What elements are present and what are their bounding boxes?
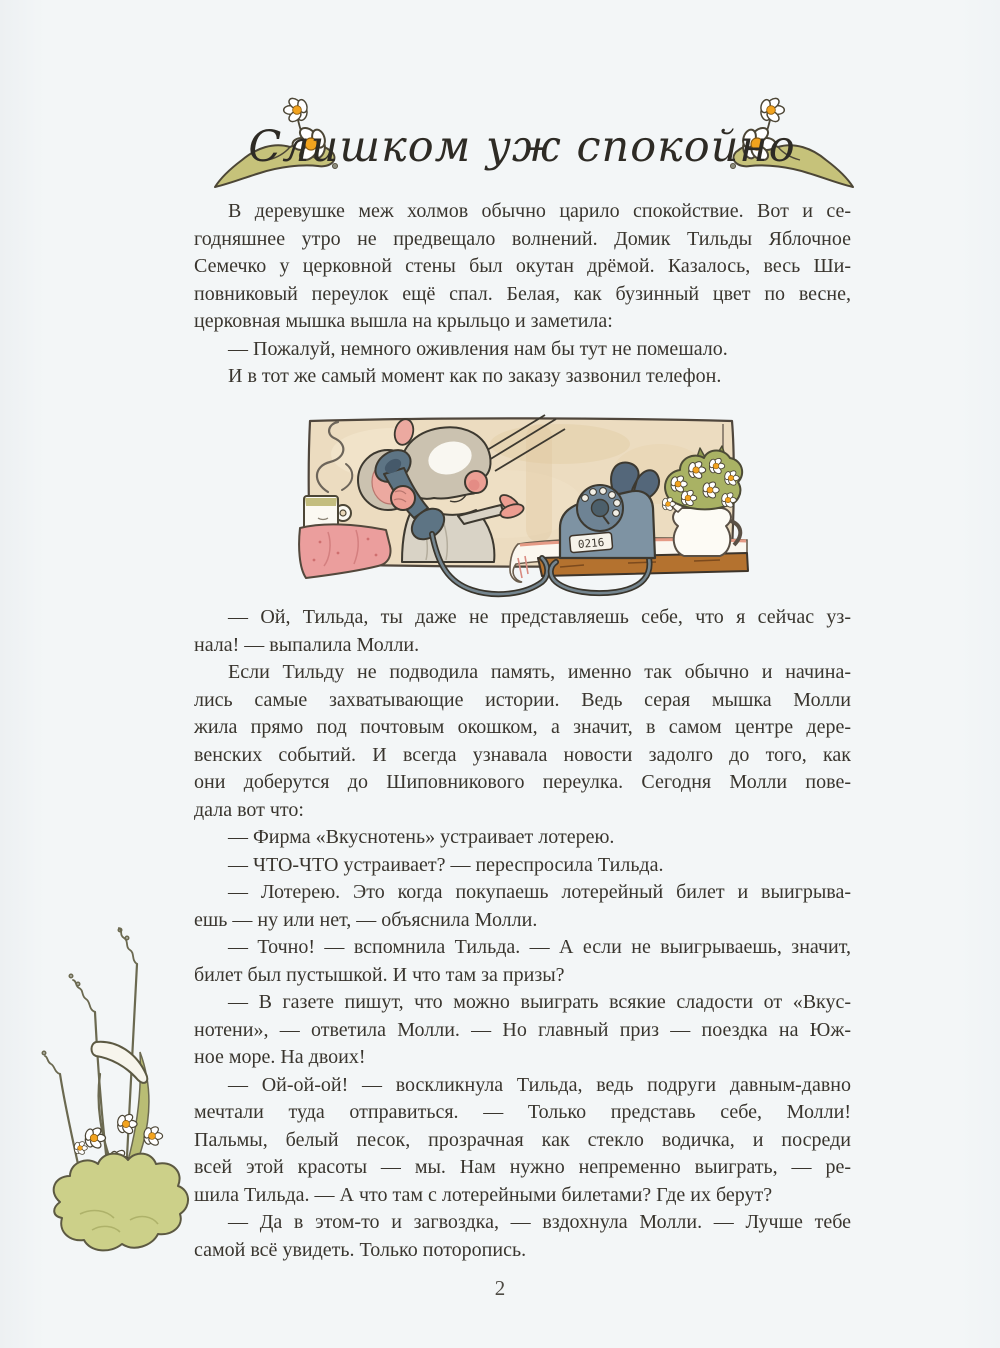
text-line: дала вот что: — [194, 798, 304, 821]
text-line: шила Тильда. — А что там с лотерейными билетами? Где их берут? — [194, 1183, 773, 1206]
text-line: Пальмы, белый песок, прозрачная как стекло водичка, и посреди — [194, 1128, 851, 1151]
daisy-clump-illustration — [40, 924, 200, 1254]
paragraph — [194, 604, 851, 659]
text-line: всей этой красоты — мы. Нам нужно непременно выиграть, — ре- — [194, 1156, 851, 1178]
paragraph — [194, 336, 851, 364]
chapter-title: Слишком уж спокойно — [248, 122, 796, 172]
text-line: годняшнее утро не предвещало волнений. Домик Тильды Яблочное — [194, 227, 851, 250]
text-line: лись самые захватывающие истории. Ведь серая мышка Молли — [194, 688, 851, 711]
text-line: — В газете пишут, что можно выиграть всякие сладости от «Вкус- — [228, 991, 851, 1013]
text-line: ное море. На двоих! — [194, 1046, 366, 1068]
mouse-telephone-illustration — [298, 412, 750, 603]
text-line: самой всё увидеть. Только поторопись. — [194, 1238, 527, 1261]
grass-mound — [54, 1154, 188, 1251]
text-line: В деревушке меж холмов обычно царило спокойствие. Вот и се- — [228, 200, 851, 222]
text-line: билет был пустышкой. И что там за призы? — [194, 963, 565, 986]
text-line: церковная мышка вышла на крыльцо и заметила: — [194, 310, 613, 332]
text-line: нотени», — ответила Молли. — Но главный приз — поездка на Юж- — [194, 1018, 851, 1041]
page-number: 2 — [494, 1276, 506, 1300]
paragraph — [194, 1209, 851, 1264]
story-text-top — [194, 198, 851, 391]
paragraph — [194, 659, 851, 824]
paragraph — [194, 363, 851, 391]
text-line: мечтали туда отправиться. — Только представь себе, Молли! — [194, 1101, 851, 1123]
paragraph — [194, 879, 851, 934]
paragraph — [194, 852, 851, 880]
story-text-bottom — [194, 604, 851, 1264]
text-line: нала! — выпалила Молли. — [194, 633, 420, 656]
text-line: — Да в этом-то и загвоздка, — вздохнула Молли. — Лучше тебе — [228, 1211, 851, 1233]
paragraph — [194, 198, 851, 336]
text-line: — ЧТО-ЧТО устраивает? — переспросила Тильда. — [228, 853, 664, 876]
text-line: ешь — ну или нет, — объяснила Молли. — [194, 908, 538, 931]
text-line: — Ой-ой-ой! — воскликнула Тильда, ведь подруги давным-давно — [228, 1073, 851, 1096]
pink-cloth — [299, 524, 390, 578]
text-line: повниковый переулок ещё спал. Белая, как бузинный цвет по весне, — [194, 282, 851, 305]
text-line: — Ой, Тильда, ты даже не представляешь себе, что я сейчас уз- — [228, 606, 851, 628]
paragraph — [194, 1072, 851, 1210]
phone-dial-label: 0216 — [577, 535, 605, 552]
text-line: — Точно! — вспомнила Тильда. — А если не выигрываешь, значит, — [228, 936, 851, 958]
text-line: они доберутся до Шиповникового переулка. Сегодня Молли пове- — [194, 771, 851, 793]
text-line: Семечко у церковной стены был окутан дрёмой. Казалось, весь Ши- — [194, 255, 851, 277]
text-line: — Пожалуй, немного оживления нам бы тут не помешало. — [228, 337, 728, 360]
paragraph — [194, 824, 851, 852]
text-line: Если Тильду не подводила память, именно так обычно и начина- — [228, 661, 851, 683]
text-line: И в тот же самый момент как по заказу зазвонил телефон. — [228, 365, 722, 387]
text-line: жила прямо под почтовым окошком, а значит, в самом центре дере- — [194, 716, 851, 738]
text-line: венских событий. И всегда узнавала новости задолго до того, как — [194, 743, 851, 766]
paragraph — [194, 989, 851, 1072]
paragraph — [194, 934, 851, 989]
text-line: — Лотерею. Это когда покупаешь лотерейный билет и выигрыва- — [228, 881, 851, 903]
text-line: — Фирма «Вкуснотень» устраивает лотерею. — [228, 826, 615, 848]
